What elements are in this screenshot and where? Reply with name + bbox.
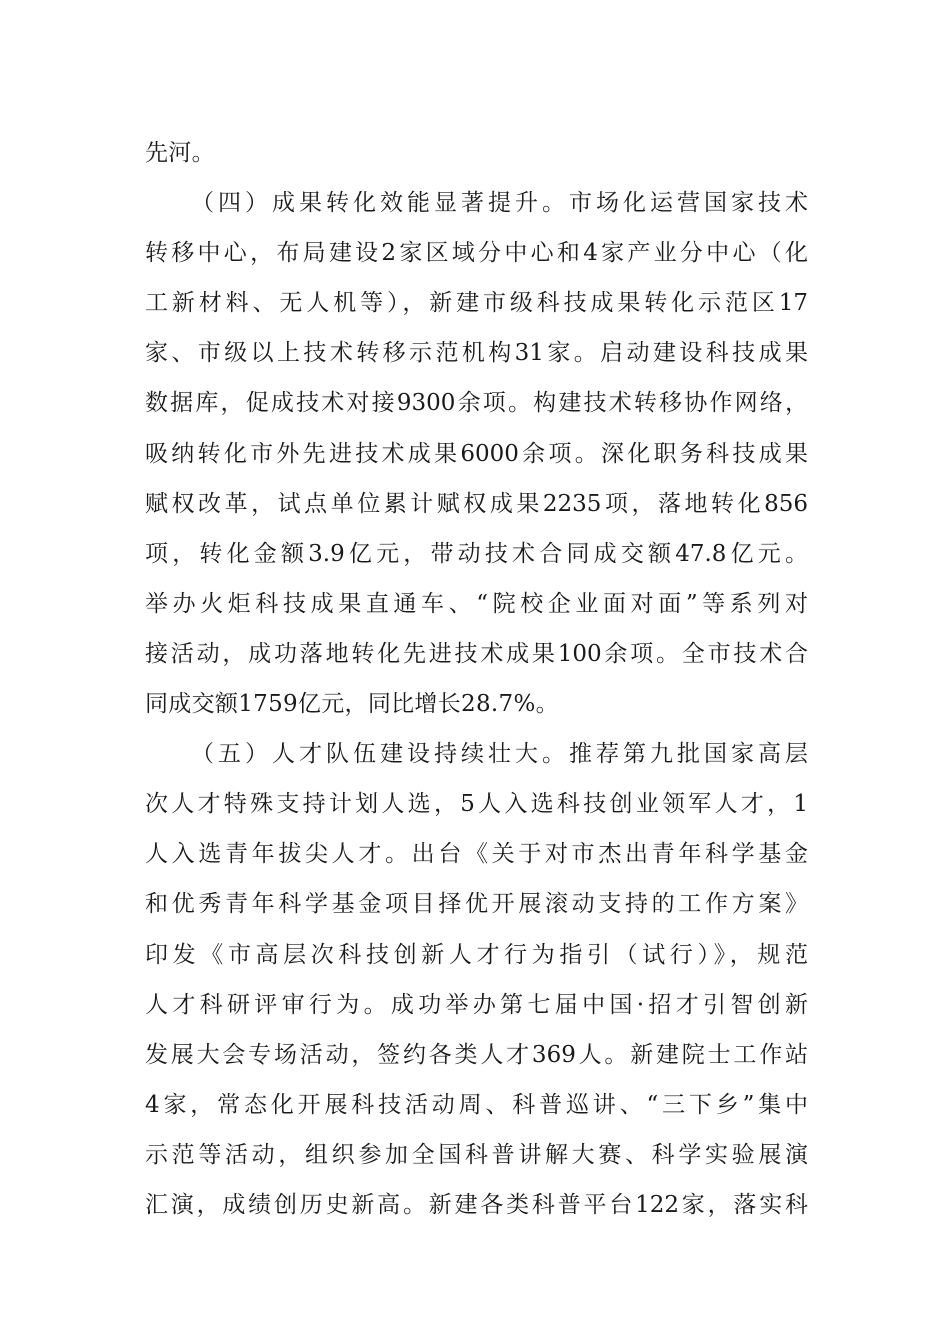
text-line: 和优秀青年科学基金项目择优开展滚动支持的工作方案》 bbox=[145, 891, 808, 918]
text-line: 4家，常态化开展科技活动周、科普巡讲、“三下乡”集中 bbox=[145, 1091, 808, 1118]
text-line: （四）成果转化效能显著提升。市场化运营国家技术 bbox=[191, 190, 808, 217]
text-line: 先河。 bbox=[145, 140, 215, 166]
text-line: 工新材料、无人机等），新建市级科技成果转化示范区17 bbox=[145, 290, 808, 317]
body-text bbox=[145, 128, 808, 1230]
text-line: 举办火炬科技成果直通车、“院校企业面对面”等系列对 bbox=[145, 590, 808, 617]
text-line: 印发《市高层次科技创新人才行为指引（试行）》，规范 bbox=[145, 941, 808, 968]
text-line: （五）人才队伍建设持续壮大。推荐第九批国家高层 bbox=[191, 741, 808, 768]
text-line: 人才科研评审行为。成功举办第七届中国·招才引智创新 bbox=[145, 991, 808, 1018]
text-line: 人入选青年拔尖人才。出台《关于对市杰出青年科学基金 bbox=[145, 841, 808, 868]
text-line: 数据库，促成技术对接9300余项。构建技术转移协作网络， bbox=[145, 390, 808, 417]
text-line: 接活动，成功落地转化先进技术成果100余项。全市技术合 bbox=[145, 640, 808, 667]
text-line: 次人才特殊支持计划人选，5人入选科技创业领军人才，1 bbox=[145, 791, 808, 818]
text-line: 汇演，成绩创历史新高。新建各类科普平台122家，落实科 bbox=[145, 1191, 808, 1218]
text-line: 吸纳转化市外先进技术成果6000余项。深化职务科技成果 bbox=[145, 440, 808, 467]
text-line: 家、市级以上技术转移示范机构31家。启动建设科技成果 bbox=[145, 340, 808, 367]
text-line: 赋权改革，试点单位累计赋权成果2235项，落地转化856 bbox=[145, 490, 808, 517]
text-line: 转移中心，布局建设2家区域分中心和4家产业分中心（化 bbox=[145, 240, 808, 267]
text-line: 发展大会专场活动，签约各类人才369人。新建院士工作站 bbox=[145, 1041, 808, 1068]
text-line: 示范等活动，组织参加全国科普讲解大赛、科学实验展演 bbox=[145, 1141, 808, 1168]
text-line: 项，转化金额3.9亿元，带动技术合同成交额47.8亿元。 bbox=[145, 540, 808, 567]
text-line: 同成交额1759亿元，同比增长28.7%。 bbox=[145, 691, 559, 718]
